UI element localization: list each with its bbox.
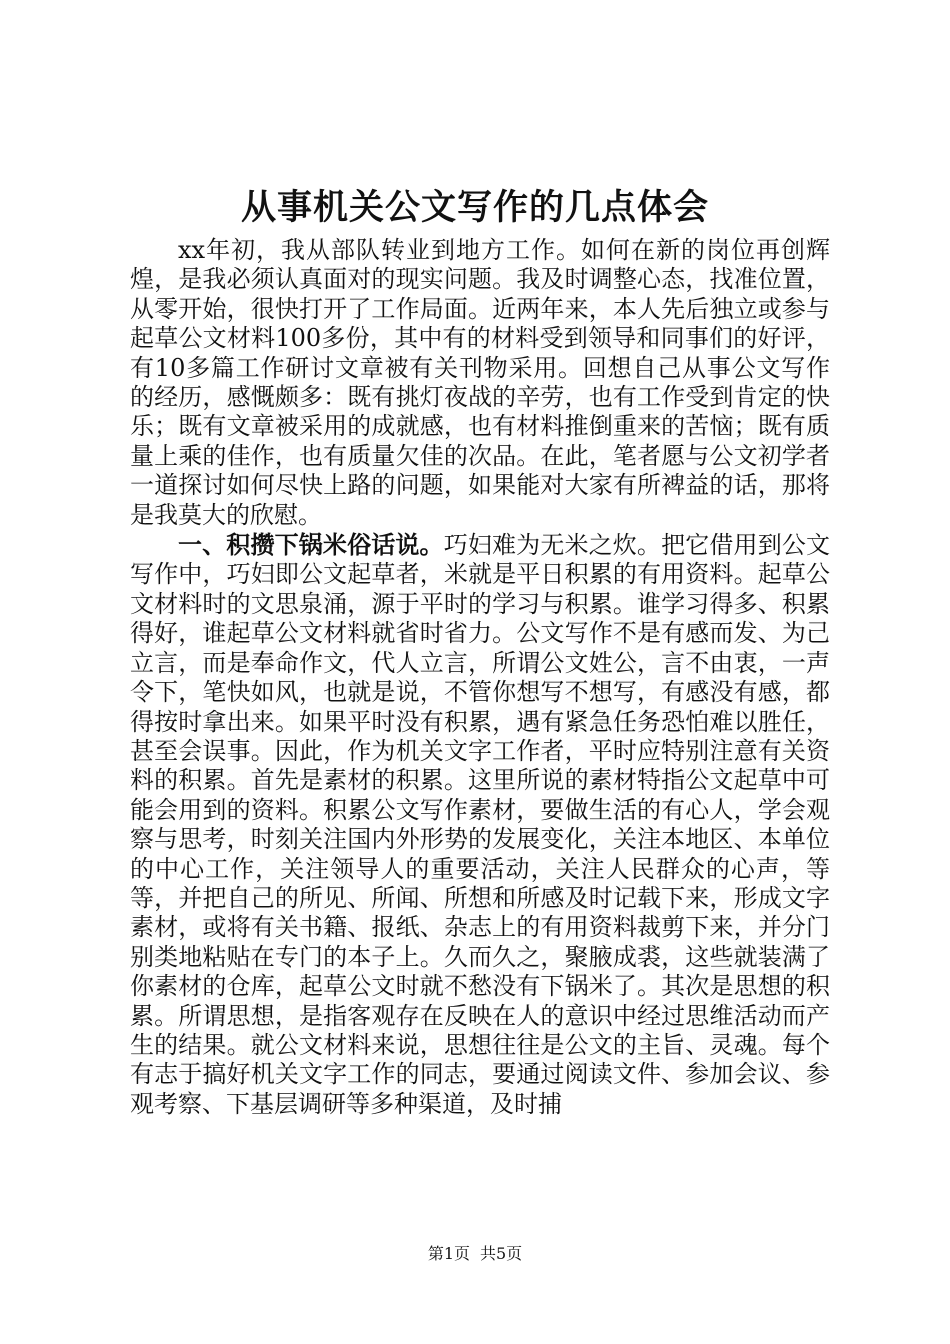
paragraph-section-1-text: 巧妇难为无米之炊。把它借用到公文写作中，巧妇即公文起草者，米就是平日积累的有用资料。起草公文材料时的文思泉涌，源于平时的学习与积累。谁学习得多、积累得好，谁起草公文材料就省时省力。公文写作不是有感而发、为己立言，而是奉命作文，代人立言，所谓公文姓公，言不由衷，一声令下，笔快如风，也就是说，不管你想写不想写，有感没有感，都得按时拿出来。如果平时没有积累，遇有紧急任务恐怕难以胜任，甚至会误事。因此，作为机关文字工作者，平时应特别注意有关资料的积累。首先是素材的积累。这里所说的素材特指公文起草中可能会用到的资料。积累公文写作素材，要做生活的有心人，学会观察与思考，时刻关注国内外形势的发展变化，关注本地区、本单位的中心工作，关注领导人的重要活动，关注人民群众的心声，等等，并把自己的所见、所闻、所想和所感及时记载下来，形成文字素材，或将有关书籍、报纸、杂志上的有用资料裁剪下来，并分门别类地粘贴在专门的本子上。久而久之，聚腋成裘，这些就装满了你素材的仓库，起草公文时就不愁没有下锅米了。其次是思想的积累。所谓思想，是指客观存在反映在人的意识中经过思维活动而产生的结果。就公文材料来说，思想往往是公文的主旨、灵魂。每个有志于搞好机关文字工作的同志，要通过阅读文件、参加会议、参观考察、下基层调研等多种渠道，及时捕 — [130, 531, 831, 1118]
page-number: 第1页 — [427, 1244, 470, 1263]
paragraph-intro — [130, 236, 830, 530]
document-title: 从事机关公文写作的几点体会 — [240, 187, 709, 228]
paragraph-section-1 — [130, 530, 830, 1119]
document-body — [130, 236, 830, 1119]
page-footer — [0, 1242, 950, 1266]
section-heading: 一、积攒下锅米俗话说。 — [178, 530, 444, 560]
paragraph-intro-text: xx年初，我从部队转业到地方工作。如何在新的岗位再创辉煌，是我必须认真面对的现实问题。我及时调整心态，找准位置，从零开始，很快打开了工作局面。近两年来，本人先后独立或参与起草公文材料100多份，其中有的材料受到领导和同事们的好评，有10多篇工作研讨文章被有关刊物采用。回想自己从事公文写作的经历，感慨颇多：既有挑灯夜战的辛劳，也有工作受到肯定的快乐；既有文章被采用的成就感，也有材料推倒重来的苦恼；既有质量上乘的佳作，也有质量欠佳的次品。在此，笔者愿与公文初学者一道探讨如何尽快上路的问题，如果能对大家有所裨益的话，那将是我莫大的欣慰。 — [130, 236, 830, 529]
page-total: 共5页 — [480, 1244, 523, 1263]
